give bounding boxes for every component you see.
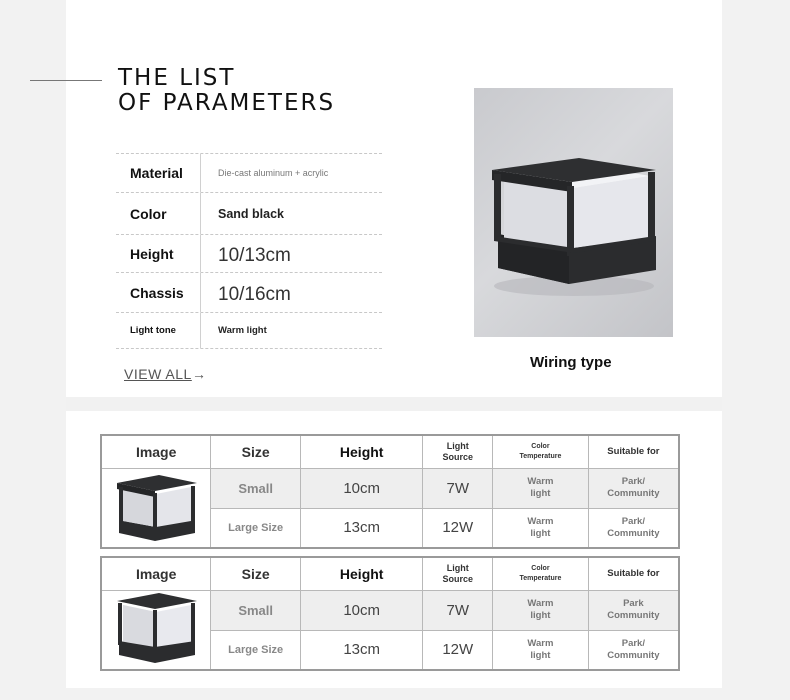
- cell-suitable-for: [588, 468, 679, 508]
- header-text: Source: [442, 573, 474, 584]
- table-row: [101, 590, 679, 630]
- cell-color-temperature: [493, 508, 589, 548]
- cell-text: Community: [607, 610, 660, 621]
- cell-text: Warm: [527, 637, 554, 649]
- param-value: Sand black: [218, 206, 284, 221]
- cell-height: 13cm: [300, 508, 422, 548]
- cell-text: Park/: [621, 515, 645, 527]
- param-row-color: [116, 192, 382, 234]
- param-key: Height: [116, 235, 201, 272]
- header-text: Temperature: [519, 452, 562, 460]
- header-text: Color: [531, 564, 550, 572]
- title-rule: [30, 80, 102, 81]
- cell-text: Park: [623, 598, 644, 609]
- cell-text: Warm: [527, 598, 554, 609]
- cell-size: Small: [211, 590, 301, 630]
- square-post-lamp-icon: [111, 469, 201, 541]
- cell-size: Small: [211, 468, 301, 508]
- header-height: Height: [300, 557, 422, 590]
- cell-suitable-for: [588, 630, 679, 670]
- product-image-cell: [101, 468, 211, 548]
- param-value: Die-cast aluminum + acrylic: [218, 168, 329, 178]
- header-image: Image: [101, 435, 211, 468]
- header-text: Source: [442, 451, 474, 462]
- cell-power: 7W: [423, 468, 493, 508]
- table-row: [101, 468, 679, 508]
- cell-power: 12W: [423, 630, 493, 670]
- param-value: 10/13cm: [218, 244, 291, 266]
- cell-text: Warm: [527, 476, 554, 487]
- cell-text: Park/: [621, 476, 645, 487]
- header-light-source: [423, 557, 493, 590]
- cell-height: 10cm: [300, 468, 422, 508]
- param-key: Light tone: [116, 313, 201, 348]
- header-suitable-for: Suitable for: [588, 557, 679, 590]
- param-row-material: [116, 153, 382, 192]
- section-divider: [66, 397, 722, 411]
- cell-power: 7W: [423, 590, 493, 630]
- param-key: Chassis: [116, 273, 201, 312]
- header-height: Height: [300, 435, 422, 468]
- cell-text: light: [530, 610, 551, 621]
- header-text: Color: [531, 442, 550, 450]
- spec-table-2: [100, 556, 680, 671]
- cell-text: Community: [607, 649, 660, 661]
- param-value: Warm light: [218, 325, 267, 336]
- param-row-height: [116, 234, 382, 272]
- cell-text: Warm: [527, 515, 554, 527]
- header-text: Light: [446, 440, 469, 451]
- cell-text: light: [530, 649, 551, 661]
- cell-color-temperature: [493, 468, 589, 508]
- cell-text: Park/: [621, 637, 645, 649]
- cell-color-temperature: [493, 630, 589, 670]
- header-size: Size: [211, 557, 301, 590]
- header-image: Image: [101, 557, 211, 590]
- header-color-temperature: [493, 557, 589, 590]
- param-row-light-tone: [116, 312, 382, 349]
- title-line-1: THE LIST: [118, 65, 236, 91]
- cell-height: 13cm: [300, 630, 422, 670]
- cell-text: Community: [607, 488, 660, 499]
- title-line-2: OF PARAMETERS: [118, 90, 336, 116]
- cell-size: Large Size: [211, 630, 301, 670]
- spec-table-1: [100, 434, 680, 549]
- param-key: Material: [116, 154, 201, 192]
- header-size: Size: [211, 435, 301, 468]
- param-row-chassis: [116, 272, 382, 312]
- cell-text: Community: [607, 527, 660, 539]
- cell-color-temperature: [493, 590, 589, 630]
- page-title: [118, 66, 335, 116]
- view-all-link[interactable]: VIEW ALL: [124, 366, 192, 382]
- cell-power: 12W: [423, 508, 493, 548]
- header-color-temperature: [493, 435, 589, 468]
- header-text: Temperature: [519, 574, 562, 582]
- product-photo: [474, 88, 673, 337]
- header-suitable-for: Suitable for: [588, 435, 679, 468]
- product-image-cell: [101, 590, 211, 670]
- header-text: Light: [446, 562, 469, 573]
- table-header-row: [101, 557, 679, 590]
- param-key: Color: [116, 193, 201, 234]
- param-value: 10/16cm: [218, 283, 291, 305]
- parameter-list: [116, 153, 382, 349]
- arrow-right-icon[interactable]: →: [192, 366, 206, 382]
- cell-suitable-for: [588, 590, 679, 630]
- cell-size: Large Size: [211, 508, 301, 548]
- cell-suitable-for: [588, 508, 679, 548]
- cell-height: 10cm: [300, 590, 422, 630]
- cell-text: light: [530, 488, 551, 499]
- table-header-row: [101, 435, 679, 468]
- cell-text: light: [530, 527, 551, 539]
- photo-caption: Wiring type: [530, 354, 612, 371]
- square-post-lamp-icon: [474, 88, 673, 337]
- frame-post-lamp-icon: [111, 591, 201, 663]
- header-light-source: [423, 435, 493, 468]
